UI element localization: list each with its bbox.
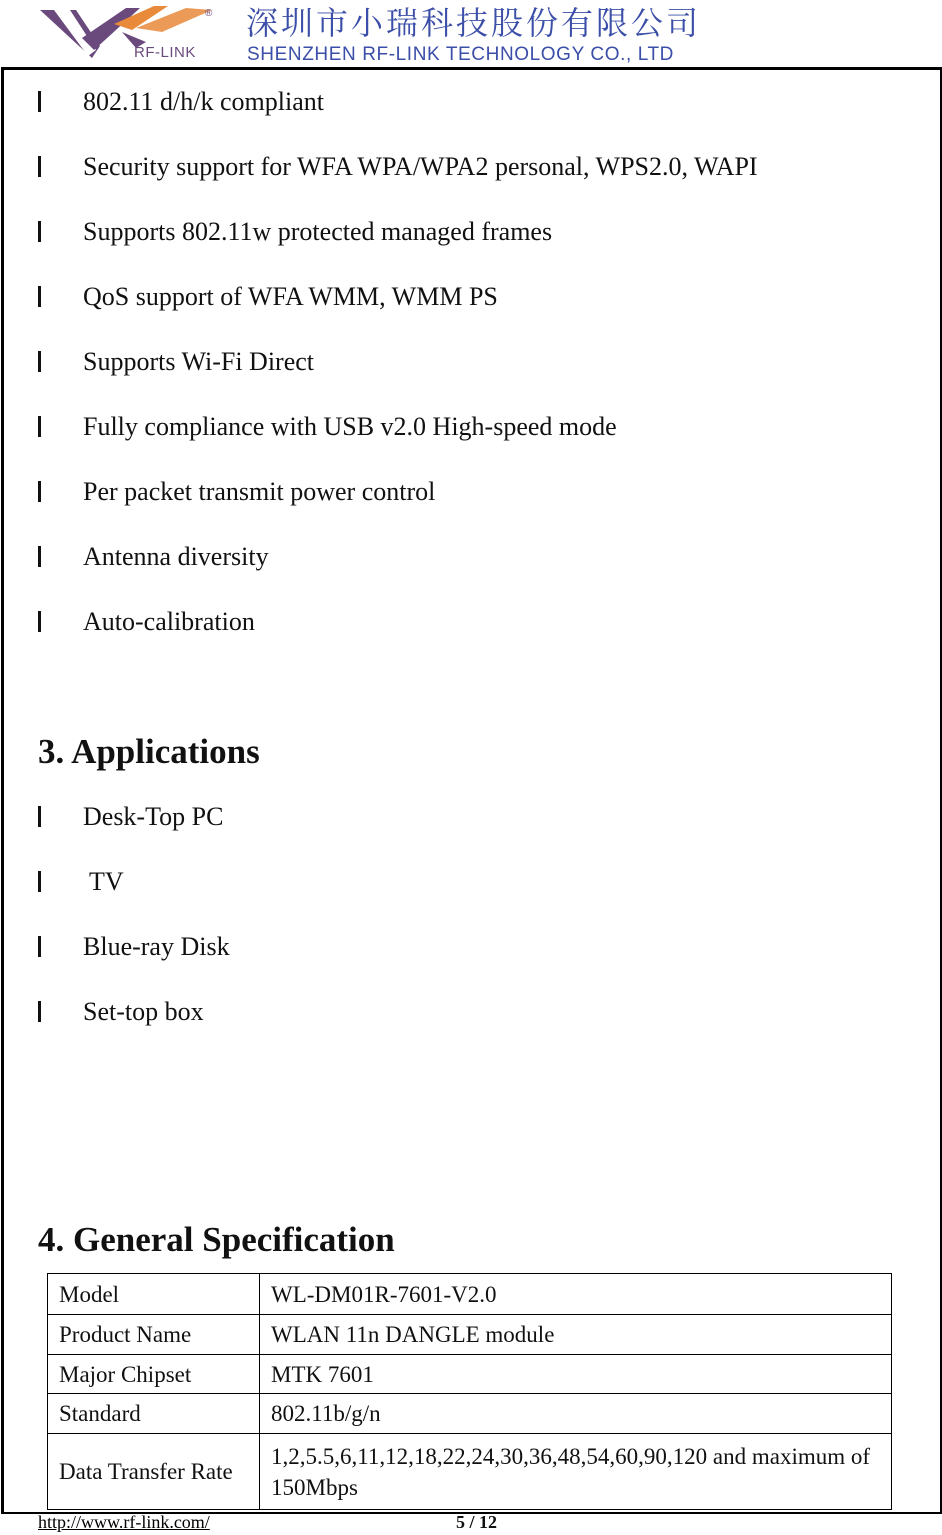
bullet-icon — [38, 286, 41, 307]
general-spec-heading: 4. General Specification — [38, 1220, 395, 1259]
bullet-icon — [38, 481, 41, 502]
spec-key: Standard — [48, 1394, 260, 1434]
spec-key: Major Chipset — [48, 1355, 260, 1394]
table-row — [48, 1315, 892, 1355]
bullet-icon — [38, 156, 41, 177]
table-row — [48, 1355, 892, 1394]
spec-key: Product Name — [48, 1315, 260, 1355]
page-header — [0, 0, 942, 68]
spec-value: WLAN 11n DANGLE module — [260, 1315, 892, 1355]
applications-heading: 3. Applications — [38, 732, 260, 771]
bullet-icon — [38, 351, 41, 372]
company-name-english: SHENZHEN RF-LINK TECHNOLOGY CO., LTD — [247, 44, 674, 65]
website-link[interactable]: http://www.rf-link.com/ — [38, 1512, 210, 1532]
bullet-icon — [38, 611, 41, 632]
table-row — [48, 1274, 892, 1315]
table-row — [48, 1394, 892, 1434]
table-row — [48, 1434, 892, 1510]
bullet-icon — [38, 416, 41, 437]
bullet-icon — [38, 871, 41, 892]
spec-value: 802.11b/g/n — [260, 1394, 892, 1434]
page-number: 5 / 12 — [456, 1512, 498, 1532]
bullet-icon — [38, 936, 41, 957]
logo-wordmark: RF-LINK — [134, 44, 196, 61]
spec-value: MTK 7601 — [260, 1355, 892, 1394]
company-name-chinese: 深圳市小瑞科技股份有限公司 — [246, 4, 702, 42]
bullet-icon — [38, 806, 41, 827]
bullet-icon — [38, 91, 41, 112]
spec-table — [47, 1273, 892, 1510]
spec-value: 1,2,5.5,6,11,12,18,22,24,30,36,48,54,60,90,120 and maximum of 150Mbps — [260, 1434, 892, 1510]
spec-key: Model — [48, 1274, 260, 1315]
spec-key: Data Transfer Rate — [48, 1434, 260, 1510]
bullet-icon — [38, 1001, 41, 1022]
bullet-icon — [38, 546, 41, 567]
spec-value: WL-DM01R-7601-V2.0 — [260, 1274, 892, 1315]
registered-mark: ® — [205, 8, 213, 19]
bullet-icon — [38, 221, 41, 242]
